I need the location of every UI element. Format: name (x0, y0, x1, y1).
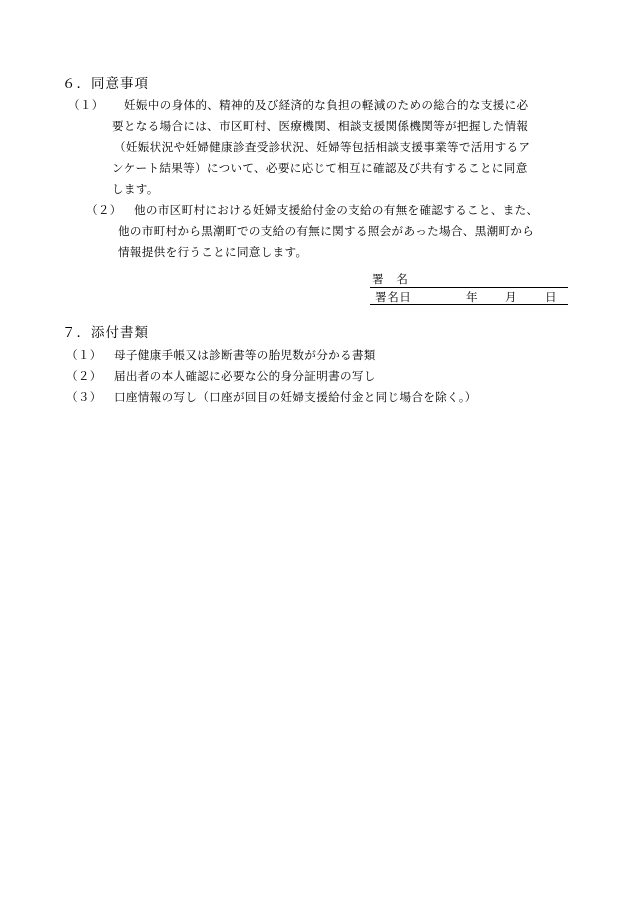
section-6-item-1-line-5: します。 (112, 182, 159, 196)
section-6-item-2-line-2: 他の市町村から黒潮町での支給の有無に関する照会があった場合、黒潮町から (118, 224, 535, 238)
section-6-item-1-line-2: 要となる場合には、市区町村、医療機関、相談支援関係機関等が把握した情報 (112, 119, 529, 133)
section-6-item-1-line-3: （妊娠状況や妊婦健康診査受診状況、妊婦等包括相談支援事業等で活用するア (114, 140, 531, 154)
signature-date-line[interactable] (370, 304, 568, 305)
section-6-item-1-line-1: 妊娠中の身体的、精神的及び経済的な負担の軽減のための総合的な支援に必 (124, 98, 529, 112)
section-7-item-2-text: 届出者の本人確認に必要な公的身分証明書の写し (114, 369, 376, 383)
section-7-item-3-text: 口座情報の写し（口座が回目の妊婦支援給付金と同じ場合を除く。） (114, 390, 477, 404)
section-6-item-1-number: （１） (68, 98, 104, 112)
section-7-item-3-number: （３） (66, 390, 102, 404)
section-7-item-1-number: （１） (66, 348, 102, 362)
section-6-item-2-line-3: 情報提供を行うことに同意します。 (118, 245, 308, 259)
section-6-item-2-number: （２） (86, 203, 122, 217)
section-6-item-2-line-1: 他の市区町村における妊婦支援給付金の支給の有無を確認すること、また、 (134, 203, 539, 217)
signature-month-label: 月 (505, 290, 518, 304)
signature-day-label: 日 (545, 290, 558, 304)
signature-date-label: 署名日 (375, 290, 412, 304)
section-6-item-1-line-4: ンケート結果等）について、必要に応じて相互に確認及び共有することに同意 (112, 161, 528, 175)
section-6-heading: ６．同意事項 (62, 76, 149, 92)
section-7-heading: ７．添付書類 (62, 325, 149, 341)
signature-year-label: 年 (466, 290, 479, 304)
section-7-item-1-text: 母子健康手帳又は診断書等の胎児数が分かる書類 (114, 348, 376, 362)
section-7-item-2-number: （２） (66, 369, 102, 383)
signature-name-label: 署 名 (372, 272, 409, 286)
